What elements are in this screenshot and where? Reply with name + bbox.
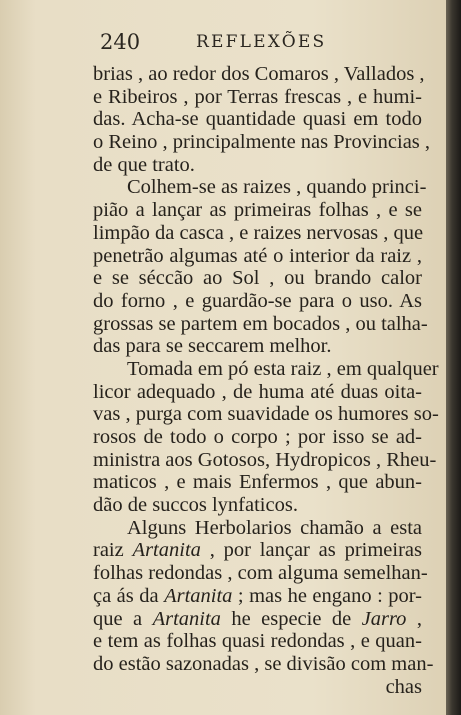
text-line: das para se seccarem melhor. (93, 335, 332, 358)
text-line: ministra aos Gotosos, Hydropicos , Rheu- (93, 448, 437, 471)
text-line: brias , ao redor dos Comaros , Vallados , (93, 63, 425, 85)
text-line: limpão da casca , e raizes nervosas , que (93, 221, 424, 244)
text-line: e Ribeiros , por Terras frescas , e humi- (93, 85, 422, 108)
text-line: ça ás da Artanita ; mas he engano : por- (93, 584, 423, 607)
text-line: rosos de todo o corpo ; por isso se ad- (93, 426, 422, 448)
book-edge (446, 0, 461, 715)
text-line: do forno , e guardão-se para o uso. As (93, 289, 422, 312)
text-line: grossas se partem em bocados , ou talha- (93, 312, 428, 335)
text-line: do estão sazonadas , se divisão com man- (93, 652, 434, 675)
text-line: das. Acha-se quantidade quasi em todo (93, 108, 422, 131)
page-header (0, 30, 446, 60)
text-line: raiz Artanita , por lançar as primeiras (93, 539, 422, 562)
italic-term: Artanita (132, 539, 201, 562)
text-line: licor adequado , de huma até duas oita- (93, 380, 422, 403)
text-line: folhas redondas , com alguma semelhan- (93, 562, 428, 585)
running-head: REFLEXÕES (196, 32, 327, 52)
text-line: dão de succos lynfaticos. (93, 494, 298, 517)
text-line: que a Artanita he especie de Jarro , (93, 607, 422, 630)
body-text (93, 63, 439, 698)
italic-term: Jarro (361, 607, 407, 630)
catchword: chas (385, 675, 422, 698)
text-line: maticos , e mais Enfermos , que abun- (93, 471, 422, 494)
text-line: e se séccão ao Sol , ou brando calor (93, 267, 422, 290)
page-number: 240 (100, 30, 141, 54)
text-line: de que trato. (93, 153, 195, 176)
italic-term: Artanita (164, 584, 233, 607)
paragraph-start-line: Alguns Herbolarios chamão a esta (127, 516, 422, 539)
paragraph-start-line: Tomada em pó esta raiz , em qualquer (127, 357, 439, 380)
text-line: pião a lançar as primeiras folhas , e se (93, 199, 422, 222)
paragraph-start-line: Colhem-se as raizes , quando princi- (127, 176, 427, 199)
text-line: penetrão algumas até o interior da raiz , (93, 244, 422, 267)
text-line: e tem as folhas quasi redondas , e quan- (93, 630, 422, 653)
text-line: o Reino , principalmente nas Provincias , (93, 131, 431, 154)
text-line: vas , purga com suavidade os humores so- (93, 403, 439, 426)
italic-term: Artanita (152, 607, 221, 630)
